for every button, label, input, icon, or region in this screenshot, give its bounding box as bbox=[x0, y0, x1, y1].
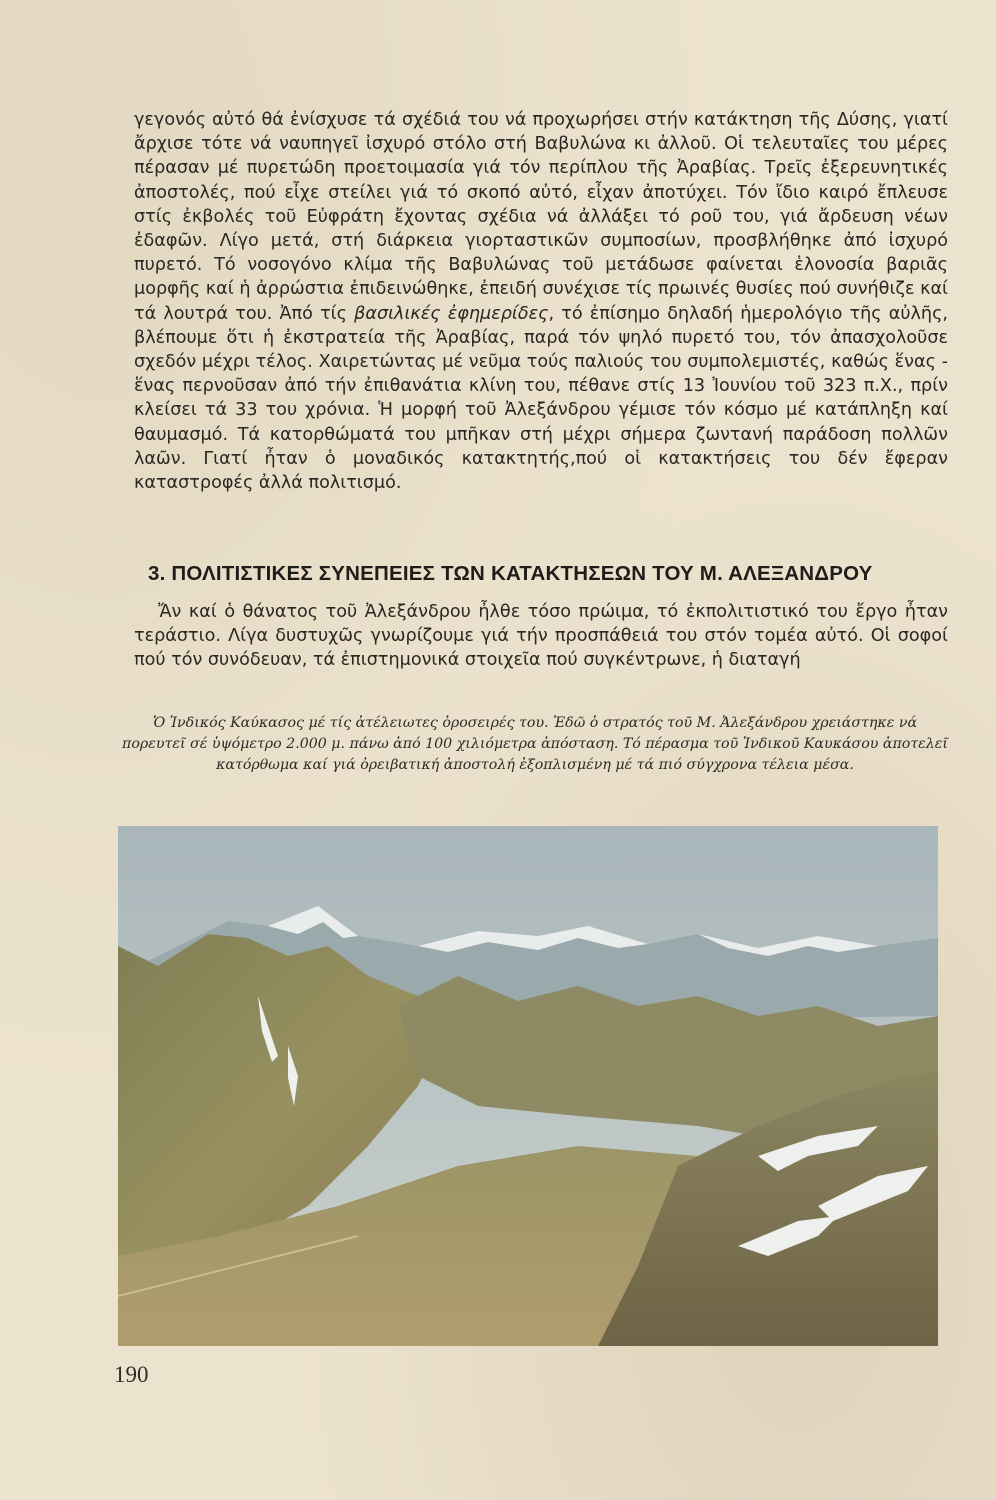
page-number: 190 bbox=[114, 1362, 149, 1387]
paragraph-1-italic-term: βασιλικές ἐφημερίδες bbox=[354, 303, 549, 324]
paragraph-1-text: γεγονός αὐτό θά ἐνίσχυσε τά σχέδιά του νά προχωρήσει στήν κατάκτηση τῆς Δύσης, γιατί ἄρχισε τότε νά ναυπηγεῖ ἰσχυρό στόλο στή Βαβυλώνα κι ἀλλοῦ. Οἱ τελευταῖες του μέρες πέρασαν μέ πυρετώδη προετοιμασία γιά τόν περίπλου τῆς Ἀραβίας. Τρεῖς ἐξερευνητικές ἀποστολές, πού εἶχε στείλει γιά τό σκοπό αὐτό, εἶχαν ἀποτύχει. Τόν ἴδιο καιρό ἔπλευσε στίς ἐκβολές τοῦ Εὐφράτη ἔχοντας σχέδια νά ἀλλάξει τό ροῦ του, γιά ἄρδευση νέων ἐδαφῶν. Λίγο μετά, στή διάρκεια γιορταστικῶν συμποσίων, προσβλήθηκε ἀπό ἰσχυρό πυρετό. Τό νοσογόνο κλίμα τῆς Βαβυλώνας τοῦ μετάδωσε φαίνεται ἑλονοσία βαριᾶς μορφῆς καί ἡ ἀρρώστια ἐπιδεινώθηκε, ἐπειδή συνέχισε τίς πρωινές θυσίες πού συνήθιζε καί τά λουτρά του. Ἀπό τίς bbox=[134, 110, 948, 324]
photo-caption: Ὁ Ἰνδικός Καύκασος μέ τίς ἀτέλειωτες ὀροσειρές του. Ἐδῶ ὁ στρατός τοῦ Μ. Ἀλεξάνδρου χρειάστηκε νά πορευτεῖ σέ ὑψόμετρο 2.000 μ. πάνω ἀπό 100 χιλιόμετρα ἀπόσταση. Τό πέρασμα τοῦ Ἰνδικοῦ Καυκάσου ἀποτελεῖ κατόρθωμα καί γιά ὀρειβατική ἀποστολή ἐξοπλισμένη μέ τά πιό σύγχρονα τέλεια μέσα. bbox=[122, 715, 948, 773]
body-paragraph-2: Ἄν καί ὁ θάνατος τοῦ Ἀλεξάνδρου ἦλθε τόσο πρώιμα, τό ἐκπολιτιστικό του ἔργο ἦταν τεράστιο. Λίγα δυστυχῶς γνωρίζουμε γιά τήν προσπάθειά του στόν τομέα αὐτό. Οἱ σοφοί πού τόν συνόδευαν, τά ἐπιστημονικά στοιχεῖα πού συγκέντρωνε, ἡ διαταγή bbox=[134, 602, 948, 671]
body-paragraph-1 bbox=[134, 108, 948, 495]
mountain-photo bbox=[118, 826, 938, 1346]
section-heading: 3. ΠΟΛΙΤΙΣΤΙΚΕΣ ΣΥΝΕΠΕΙΕΣ ΤΩΝ ΚΑΤΑΚΤΗΣΕΩΝ ΤΟΥ Μ. ΑΛΕΞΑΝΔΡΟΥ bbox=[148, 562, 873, 585]
paragraph-1-end: , τό ἐπίσημο δηλαδή ἡμερολόγιο τῆς αὐλῆς, βλέπουμε ὅτι ἡ ἐκστρατεία τῆς Ἀραβίας, παρά τόν ψηλό πυρετό του, τόν ἀπασχολοῦσε σχεδόν μέχρι τέλος. Χαιρετώντας μέ νεῦμα τούς παλιούς του συμπολεμιστές, καθώς ἕνας - ἕνας περνοῦσαν ἀπό τήν ἐπιθανάτια κλίνη του, πέθανε στίς 13 Ἰουνίου τοῦ 323 π.Χ., πρίν κλείσει τά 33 του χρόνια. Ἡ μορφή τοῦ Ἀλεξάνδρου γέμισε τόν κόσμο μέ κατάπληξη καί θαυμασμό. Τά κατορθώματά του μπῆκαν στή μέχρι σήμερα ζωντανή παράδοση πολλῶν λαῶν. Γιατί ἦταν ὁ μοναδικός κατακτητής,πού οἱ κατακτήσεις του δέν ἔφεραν καταστροφές ἀλλά πολιτισμό. bbox=[134, 303, 948, 494]
